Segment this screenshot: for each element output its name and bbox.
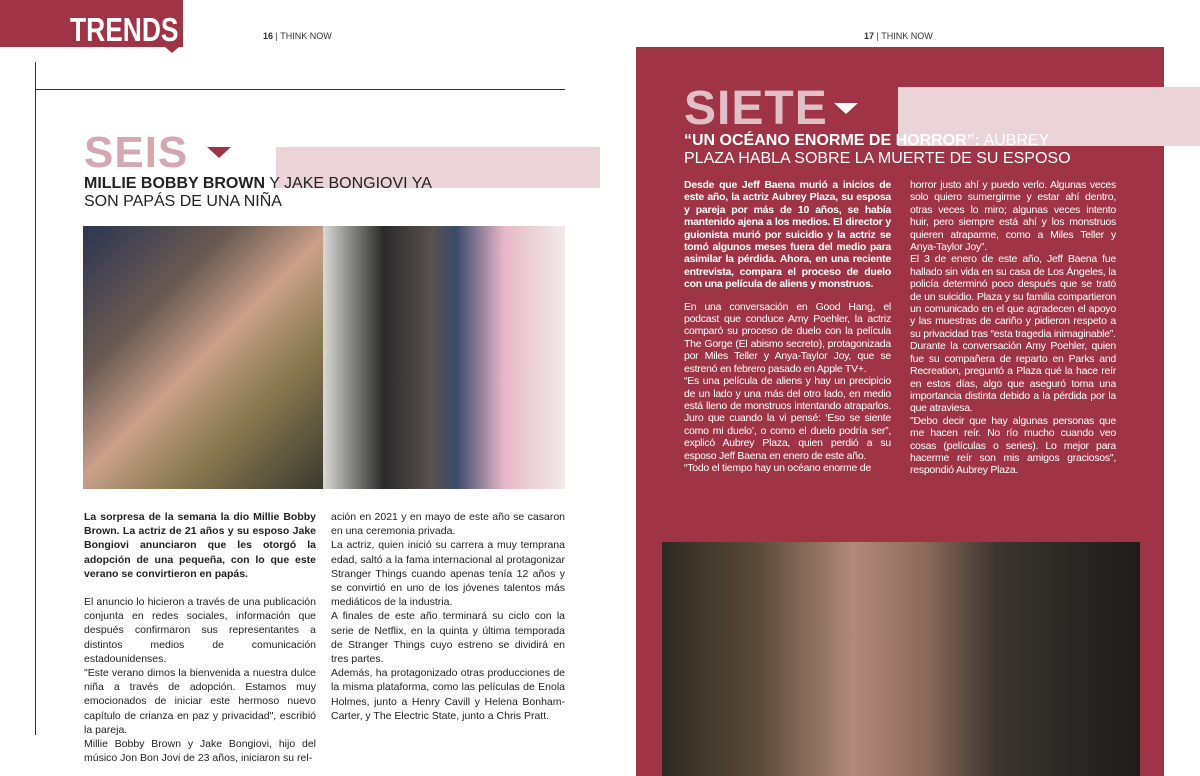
triangle-down-icon [207, 147, 231, 158]
text-column [331, 510, 565, 723]
section-title: TRENDS [70, 11, 179, 48]
text-column [684, 179, 891, 474]
article-photo [83, 226, 565, 489]
paragraph: Durante la conversación Amy Poehler, quien fue su compañera de reparto en Parks and Recreation, preguntó a Plaza qué la hace reír en estos días, algo que aseguró toma una importancia distinta debido a la pérdida por la que atraviesa. [910, 340, 1116, 415]
lead-paragraph: La sorpresa de la semana la dio Millie Bobby Brown. La actriz de 21 años y su esposo Jake Bongiovi anunciaron que les otorgó la adopción de una pequeña, con lo que este verano se convirtieron en papás. [84, 511, 316, 580]
paragraph: ación en 2021 y en mayo de este año se casaron en una ceremonia privada. [331, 511, 565, 538]
folio-left: 16 | THINK NOW [263, 31, 332, 41]
headline [684, 132, 1084, 168]
paragraph: “Todo el tiempo hay un océano enorme de [684, 461, 871, 474]
paragraph: La actriz, quien inició su carrera a muy temprana edad, saltó a la fama internacional al protagonizar Stranger Things cuando apenas tenía 12 años y se convirtió en uno de los jóvenes talentos más mediáticos de la industria. [331, 539, 565, 609]
headline-bold: “UN OCÉANO ENORME DE HORROR”: [684, 132, 981, 149]
paragraph: En una conversación en Good Hang, el podcast que conduce Amy Poehler, la actriz comparó su proceso de duelo con la película The Gorge (El abismo secreto), protagonizada por Miles Teller y Anya-Taylor Joy, que se estrenó en febrero pasado en Apple TV+. [684, 300, 891, 375]
headline [84, 175, 444, 211]
magazine-name: THINK NOW [280, 31, 332, 41]
article-number: SIETE [684, 82, 828, 135]
paragraph: El 3 de enero de este año, Jeff Baena fue hallado sin vida en su casa de Los Ángeles, la policía determinó poco después que se trató de un suicidio. Plaza y su familia compartieron un comunicado en el que agradecen el apoyo y las muestras de cariño y pidieron respeto a su privacidad tras “esta tragedia inimaginable”. [910, 253, 1116, 340]
headline-bold: MILLIE BOBBY BROWN [84, 175, 266, 192]
triangle-down-icon [834, 103, 858, 114]
film-still-photo [662, 542, 1140, 776]
paragraph: "Este verano dimos la bienvenida a nuestra dulce niña a través de adopción. Estamos muy emocionados de iniciar este hermoso nuevo capítulo de crianza en paz y privacidad", escribió la pareja. [84, 667, 316, 736]
page-number: 16 [263, 31, 274, 41]
paragraph: “Es una película de aliens y hay un precipicio de un lado y una más del otro lado, en medio está lleno de monstruos intentando atraparlos. Juro que cuando la vi pensé: ‘Eso se siente como mi duelo’, o como el duelo podría ser”, explicó Aubrey Plaza, quien perdió a su esposo Jeff Baena en enero de este año. [684, 375, 891, 462]
paragraph: Además, ha protagonizado otras producciones de la misma plataforma, como las películas de Enola Holmes, junto a Henry Cavill y Helena Bonham-Carter, y The Electric State, junto a Chris Pratt. [331, 667, 565, 722]
headline-rest: AUBREY PLAZA HABLA SOBRE LA MUERTE DE SU ESPOSO [684, 132, 1071, 167]
paragraph: "Debo decir que hay algunas personas que me hacen reír. No río mucho cuando veo cosas (películas o series). Lo mejor para hacerme reír son mis amigos graciosos", respondió Aubrey Plaza. [910, 414, 1116, 477]
paragraph: El anuncio lo hicieron a través de una publicación conjunta en redes sociales, información que después confirmaron sus representantes a distintos medios de comunicación estadounidenses. [84, 596, 316, 665]
divider-horizontal [35, 89, 565, 90]
paragraph: A finales de este año terminará su ciclo con la serie de Netflix, en la quinta y última temporada de Stranger Things cuyo estreno se dividirá en tres partes. [331, 610, 565, 666]
magazine-name: THINK NOW [881, 31, 933, 41]
text-column [910, 179, 1116, 477]
folio-right: 17 | THINK NOW [864, 31, 933, 41]
text-column [84, 510, 316, 765]
couple-selfie-photo [83, 226, 323, 489]
divider-vertical [35, 62, 36, 735]
couple-street-photo [323, 226, 565, 489]
lead-paragraph: Desde que Jeff Baena murió a inicios de este año, la actriz Aubrey Plaza, su esposa y pareja por más de 10 años, se había mantenido ajena a los medios. El director y guionista murió por suicidio y la actriz se tomó algunos meses fuera del medio para asimilar la pérdida. Ahora, en una reciente entrevista, compara el proceso de duelo con una película de aliens y monstruos. [684, 179, 891, 291]
paragraph: Millie Bobby Brown y Jake Bongiovi, hijo del músico Jon Bon Jovi de 23 años, iniciaron su rel- [84, 738, 316, 765]
headline-rest: Y JAKE BONGIOVI YA SON PAPÁS DE UNA NIÑA [84, 175, 432, 210]
article-number: SEIS [84, 128, 189, 177]
paragraph: horror justo ahí y puedo verlo. Algunas veces solo quiero sumergirme y estar ahí dentro, otras veces lo miro; algunas veces intento huir, pero siempre está ahí y los monstruos quieren atraparme, como a Miles Teller y Anya-Taylor Joy”. [910, 179, 1116, 254]
page-number: 17 [864, 31, 875, 41]
